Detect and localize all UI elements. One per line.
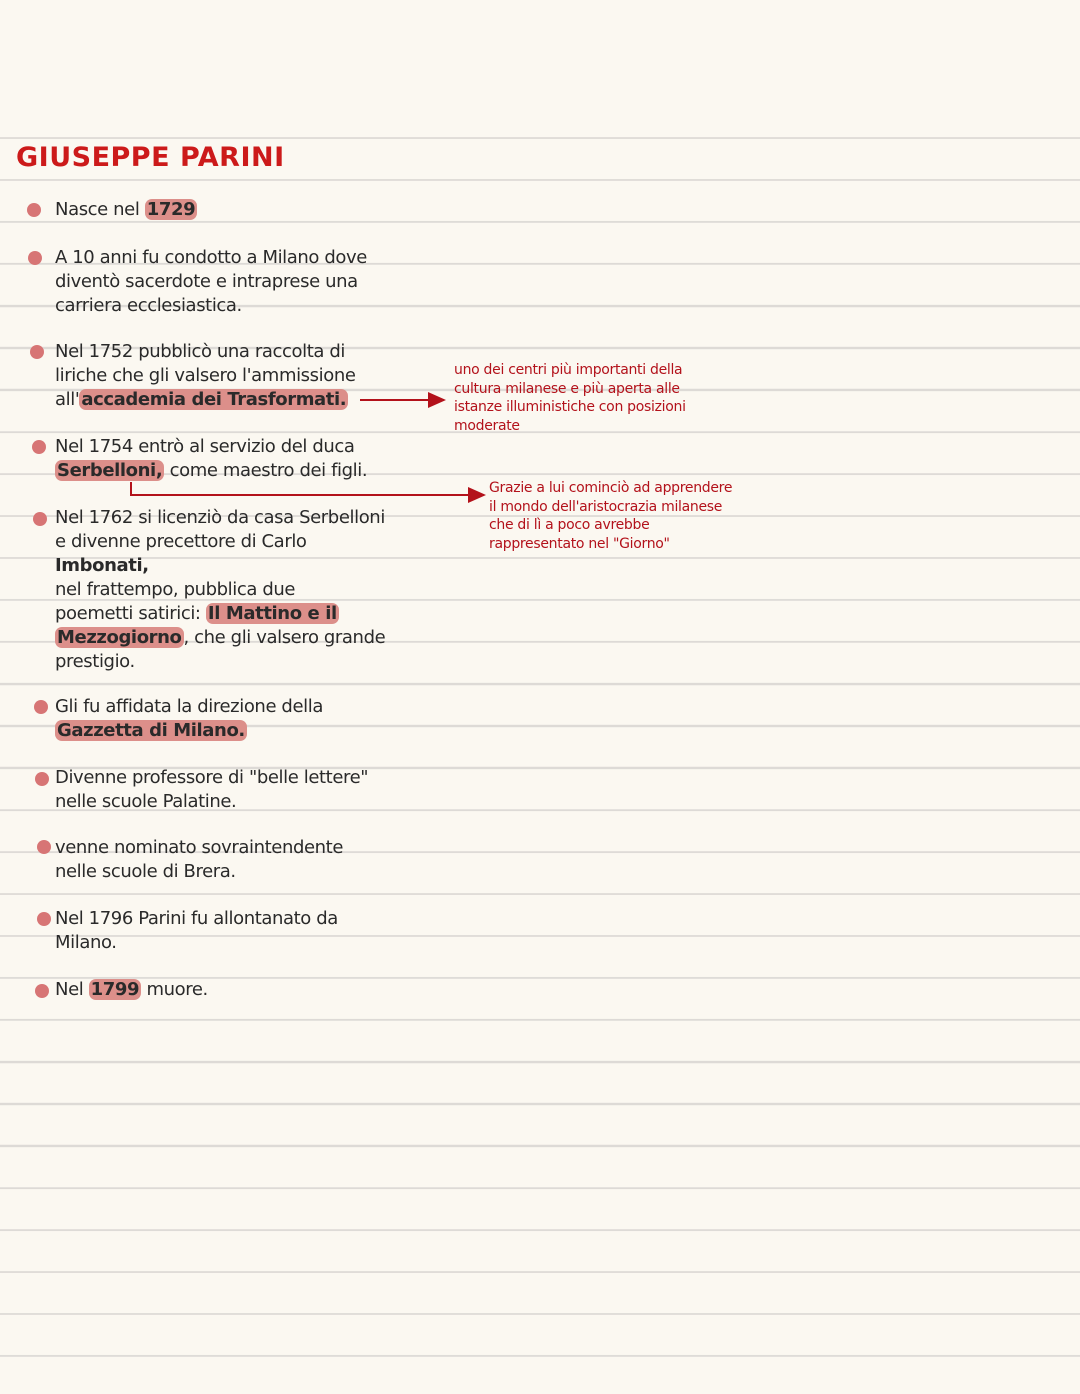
item-text: all' bbox=[55, 389, 80, 410]
item-line: liriche che gli valsero l'ammissione bbox=[55, 365, 356, 386]
item-line: Divenne professore di "belle lettere" bbox=[55, 767, 369, 788]
item-line: prestigio. bbox=[55, 651, 135, 672]
note-accademia bbox=[454, 361, 686, 435]
item-line: Nel 1754 entrò al servizio del duca bbox=[55, 436, 355, 457]
highlight-year: 1729 bbox=[146, 199, 196, 220]
note-line: cultura milanese e più aperta alle bbox=[454, 380, 680, 397]
note-line: istanze illuministiche con posizioni bbox=[454, 399, 686, 415]
item-line: carriera ecclesiastica. bbox=[55, 295, 242, 316]
item-line: nel frattempo, pubblica due bbox=[55, 579, 296, 600]
note-line: Grazie a lui cominciò ad apprendere bbox=[489, 480, 733, 496]
page-title: GIUSEPPE PARINI bbox=[16, 142, 285, 173]
highlight-mezzogiorno: Mezzogiorno bbox=[57, 627, 182, 648]
item-text: come maestro dei figli. bbox=[164, 460, 368, 481]
item-text: Nel bbox=[55, 979, 89, 1000]
highlight-serbelloni: Serbelloni, bbox=[57, 460, 163, 481]
item-line: nelle scuole di Brera. bbox=[55, 861, 236, 882]
highlight-mattino: Il Mattino e il bbox=[207, 603, 337, 624]
item-line: Nel 1752 pubblicò una raccolta di bbox=[55, 341, 345, 362]
item-line: e divenne precettore di Carlo bbox=[55, 531, 307, 552]
note-serbelloni bbox=[489, 479, 732, 553]
item-line: Gli fu affidata la direzione della bbox=[55, 696, 323, 717]
item-text: muore. bbox=[141, 979, 208, 1000]
highlight-year: 1799 bbox=[90, 979, 140, 1000]
item-line: nelle scuole Palatine. bbox=[55, 791, 237, 812]
note-line: il mondo dell'aristocrazia milanese bbox=[489, 498, 723, 515]
item-text: Nasce nel bbox=[55, 199, 145, 220]
note-line: uno dei centri più importanti della bbox=[454, 362, 683, 378]
note-line: rappresentato nel "Giorno" bbox=[489, 535, 670, 552]
note-line: che di lì a poco avrebbe bbox=[489, 517, 650, 533]
highlight-accademia: accademia dei Trasformati. bbox=[81, 389, 347, 410]
arrow-serbelloni bbox=[131, 482, 484, 495]
item-line: A 10 anni fu condotto a Milano dove bbox=[55, 247, 367, 268]
item-line: venne nominato sovraintendente bbox=[55, 837, 343, 858]
item-line: Milano. bbox=[55, 932, 117, 953]
item-line: Nel 1796 Parini fu allontanato da bbox=[55, 908, 338, 929]
highlight-gazzetta: Gazzetta di Milano. bbox=[57, 720, 245, 741]
item-line: Nel 1762 si licenziò da casa Serbelloni bbox=[55, 507, 385, 528]
item-text: , che gli valsero grande bbox=[183, 627, 386, 648]
item-line: Imbonati, bbox=[55, 555, 149, 576]
note-line: moderate bbox=[454, 417, 520, 434]
item-line: diventò sacerdote e intraprese una bbox=[55, 271, 358, 292]
item-text: poemetti satirici: bbox=[55, 603, 206, 624]
